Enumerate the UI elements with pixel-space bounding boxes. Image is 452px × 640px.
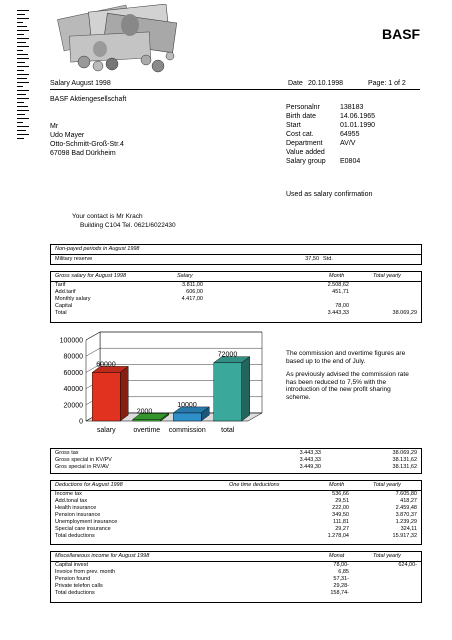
chart-bar [214, 363, 242, 421]
box-title-row [51, 273, 421, 280]
chart-bar-side [242, 357, 250, 421]
row-yearly: 1.239,29 [395, 519, 417, 525]
info-value: 14.06.1965 [340, 113, 376, 120]
table-row [51, 296, 421, 303]
chart-bar [133, 419, 161, 421]
row-yearly: 2.459,48 [395, 505, 417, 511]
table-row [51, 569, 421, 576]
recipient-salutation: Mr [50, 123, 59, 130]
info-value: 01.01.1990 [340, 122, 376, 129]
chart-bar-side [120, 366, 128, 421]
row-yearly: 38.069,29 [392, 310, 417, 316]
date-value: 20.10.1998 [308, 80, 344, 87]
row-month: 78,00 [335, 303, 349, 309]
row-label: Pension insurance [55, 512, 101, 518]
box-title-row [51, 246, 421, 253]
deductions-title: Deductions for August 1998 [55, 482, 123, 488]
chart-bar [92, 372, 120, 421]
info-label: Start [286, 122, 301, 129]
row-label: Monthly salary [55, 296, 91, 302]
table-row [51, 491, 421, 498]
row-month: 78,00- [333, 562, 349, 568]
chart-category-label: salary [96, 427, 116, 434]
col-yearly: Total yearly [373, 482, 401, 488]
row-month: 29,51 [335, 498, 349, 504]
row-yearly: 3.870,37 [395, 512, 417, 518]
col-yearly: Total yearly [373, 273, 401, 279]
info-value: E0804 [340, 158, 361, 165]
row-label: Total deductions [55, 533, 95, 539]
chart-category-label: overtime [133, 427, 161, 434]
table-row [51, 310, 421, 317]
row-label: Invoice from prev. month [55, 569, 116, 575]
date-label: Date [288, 80, 303, 87]
row-label: Income tax [55, 491, 82, 497]
table-row [51, 505, 421, 512]
info-label: Department [286, 140, 323, 147]
table-row [51, 457, 421, 464]
row-yearly: 7.605,80 [395, 491, 417, 497]
col-onetime: One time deductions [229, 482, 280, 488]
chart-data-label: 72000 [217, 351, 238, 359]
row-label: Health insurance [55, 505, 97, 511]
row-month: 6,85 [338, 569, 349, 575]
row-label: Gros special in RV/AV [55, 464, 109, 470]
table-row [51, 282, 421, 289]
row-month: 1.278,04 [327, 533, 349, 539]
row-unit: Std. [323, 256, 333, 262]
salary-period: Salary August 1998 [50, 80, 111, 87]
chart-data-label: 10000 [177, 401, 197, 409]
info-label: Value added [286, 149, 325, 156]
row-label: Capital invest [55, 562, 89, 568]
contact-phone: Building C104 Tel. 0621/6022430 [80, 222, 176, 229]
row-label: Capital [55, 303, 73, 309]
table-row [51, 533, 421, 540]
table-row [51, 590, 421, 597]
row-yearly: 324,11 [400, 526, 417, 532]
row-salary: 3.811,00 [181, 282, 203, 288]
row-month: 3.443,33 [299, 450, 321, 456]
table-row [51, 562, 421, 569]
box-title-row [51, 482, 421, 489]
info-label: Cost cat. [286, 131, 314, 138]
row-month: 57,31- [333, 576, 349, 582]
gross-salary-box [50, 271, 422, 323]
row-label: Add.tonal tax [55, 498, 88, 504]
row-salary: 606,00 [186, 289, 203, 295]
header-rule [50, 89, 420, 90]
row-label: Pension found [55, 576, 91, 582]
chart-data-label: 60000 [96, 361, 116, 369]
tax-box [50, 448, 422, 474]
contact-person: Your contact is Mr Krach [72, 213, 143, 220]
row-month: 349,50 [332, 512, 349, 518]
info-value: 138183 [340, 104, 364, 111]
row-month: 111,81 [332, 519, 349, 525]
chart-bar [173, 413, 201, 421]
deductions-box [50, 480, 422, 545]
row-yearly: 418,27 [400, 498, 417, 504]
brand-logo-text: BASF [382, 26, 421, 42]
row-month: 158,74- [330, 590, 349, 596]
table-row [51, 289, 421, 296]
row-yearly: 15.917,32 [392, 533, 417, 539]
row-label: Tarif [55, 282, 66, 288]
company-name: BASF Aktiengesellschaft [50, 96, 127, 103]
chart-category-label: total [221, 427, 235, 434]
row-yearly: 624,00- [398, 562, 417, 568]
chart-category-label: commission [168, 427, 206, 434]
page-number: Page: 1 of 2 [368, 80, 406, 87]
row-month: 3.449,30 [299, 464, 321, 470]
row-month: 222,00 [332, 505, 349, 511]
misc-title: Miscellaneous income for August 1998 [55, 553, 150, 559]
row-month: 536,66 [332, 491, 349, 497]
row-month: 3.443,33 [327, 310, 349, 316]
row-month: 3.443,33 [299, 457, 321, 463]
money-image [50, 4, 190, 76]
table-row [51, 464, 421, 471]
chart-note [286, 350, 416, 401]
table-row [51, 450, 421, 457]
chart-y-tick-label: 0 [79, 418, 83, 426]
chart-y-tick-label: 20000 [63, 402, 83, 410]
chart-note-paragraph: The commission and overtime figures are based up to the end of July. [286, 350, 406, 365]
row-label: Unemployment insurance [55, 519, 118, 525]
box-rule [51, 254, 421, 255]
table-row [51, 519, 421, 526]
col-month: Monat [329, 553, 345, 559]
info-label: Birth date [286, 113, 316, 120]
table-row [51, 303, 421, 310]
table-row [51, 526, 421, 533]
table-row [51, 256, 421, 263]
barcode-strip [17, 10, 29, 140]
col-month: Month [329, 482, 345, 488]
row-label: Add.tarif [55, 289, 76, 295]
confirmation-note: Used as salary confirmation [286, 191, 373, 198]
recipient-street: Otto-Schmitt-Groß-Str.4 [50, 141, 124, 148]
row-month: 2.508,62 [327, 282, 349, 288]
row-label: Military reserve [55, 256, 93, 262]
info-value: 64955 [340, 131, 360, 138]
chart-y-tick-label: 40000 [63, 386, 83, 394]
salary-bar-chart [50, 328, 280, 440]
col-yearly: Total yearly [373, 553, 401, 559]
row-month: 29,28- [333, 583, 349, 589]
info-value: AV/V [340, 140, 356, 147]
row-yearly: 38.131,62 [392, 457, 417, 463]
info-label: Personalnr [286, 104, 320, 111]
info-label: Salary group [286, 158, 326, 165]
row-yearly: 38.069,29 [392, 450, 417, 456]
table-row [51, 576, 421, 583]
chart-y-tick-label: 60000 [63, 369, 83, 377]
table-row [51, 583, 421, 590]
row-salary: 4.417,00 [181, 296, 203, 302]
row-label: Special care insurance [55, 526, 111, 532]
gross-title: Gross salary for August 1998 [55, 273, 127, 279]
row-month: 29,27 [335, 526, 349, 532]
table-row [51, 498, 421, 505]
chart-y-tick-label: 100000 [59, 337, 83, 345]
recipient-city: 67098 Bad Dürkheim [50, 150, 116, 157]
non-payed-title: Non-payed periods in August 1998 [55, 246, 140, 252]
row-label: Private telefon calls [55, 583, 103, 589]
col-month: Month [329, 273, 345, 279]
chart-note-paragraph: As previously advised the commission rate has been reduced to 7,5% with the introduction of the new profit sharing scheme. [286, 371, 409, 401]
row-month: 451,71 [332, 289, 349, 295]
recipient-name: Udo Mayer [50, 132, 85, 139]
row-label: Gross special in KV/PV [55, 457, 112, 463]
row-value: 37,50 [305, 256, 319, 262]
row-label: Gross tax [55, 450, 79, 456]
row-label: Total deductions [55, 590, 95, 596]
row-yearly: 38.131,62 [392, 464, 417, 470]
chart-y-tick-label: 80000 [63, 353, 83, 361]
table-row [51, 512, 421, 519]
chart-data-label: 2000 [136, 408, 153, 416]
non-payed-box [50, 244, 422, 265]
misc-income-box [50, 551, 422, 603]
row-label: Total [55, 310, 67, 316]
col-salary: Salary [177, 273, 193, 279]
box-title-row [51, 553, 421, 560]
